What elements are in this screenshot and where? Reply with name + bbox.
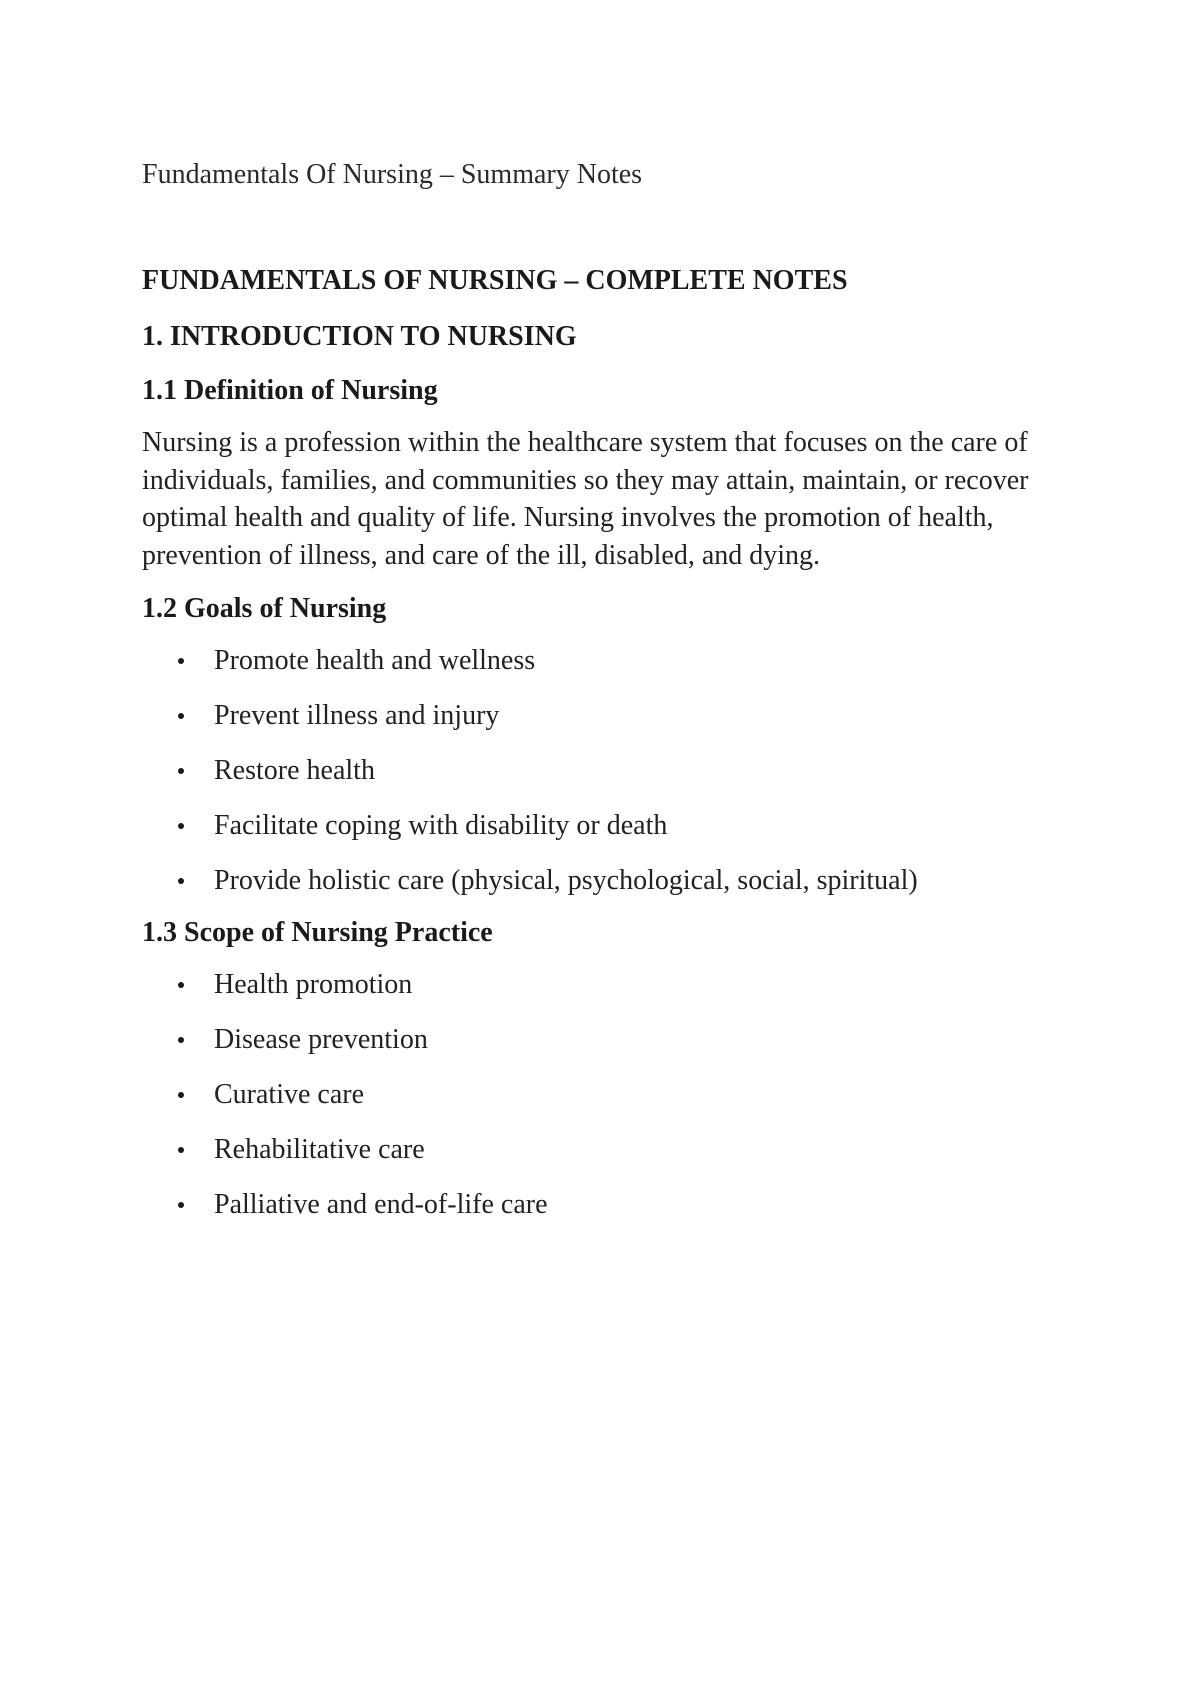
list-item-text: Restore health [214,755,375,786]
definition-paragraph: Nursing is a profession within the healthcare system that focuses on the care of individuals, families, and communities so they may attain, maintain, or recover optimal health and quality of life. Nursing involves the promotion of health, prevention of illness, and care of the ill, disabled, and dying. [142,427,1029,571]
document-header: Fundamentals Of Nursing – Summary Notes [142,159,643,190]
bullet-icon [178,658,184,664]
subsection-heading-definition: 1.1 Definition of Nursing [142,375,438,406]
bullet-icon [178,1037,184,1043]
bullet-icon [178,713,184,719]
list-item-text: Disease prevention [214,1024,428,1055]
bullet-icon [178,1092,184,1098]
list-item [142,752,1042,790]
list-item [142,1186,1042,1224]
list-item [142,1131,1042,1169]
bullet-icon [178,1202,184,1208]
list-item [142,1021,1042,1059]
main-title: FUNDAMENTALS OF NURSING – COMPLETE NOTES [142,265,848,296]
list-item-text: Health promotion [214,969,413,1000]
list-item-text: Facilitate coping with disability or death [214,810,668,841]
list-item [142,697,1042,735]
list-item-text: Curative care [214,1079,365,1110]
bullet-icon [178,1147,184,1153]
section-heading-introduction: 1. INTRODUCTION TO NURSING [142,321,577,352]
list-item-text: Promote health and wellness [214,645,536,676]
list-item-text: Provide holistic care (physical, psychological, social, spiritual) [214,865,918,896]
subsection-heading-goals: 1.2 Goals of Nursing [142,593,387,624]
list-item [142,642,1042,680]
subsection-heading-scope: 1.3 Scope of Nursing Practice [142,917,493,948]
bullet-icon [178,768,184,774]
list-item [142,807,1042,845]
scope-list [142,966,1042,1224]
list-item [142,862,1042,900]
bullet-icon [178,878,184,884]
list-item [142,966,1042,1004]
document-content [142,262,1042,1238]
bullet-icon [178,982,184,988]
list-item-text: Palliative and end-of-life care [214,1189,548,1220]
list-item-text: Prevent illness and injury [214,700,500,731]
goals-list [142,642,1042,900]
bullet-icon [178,823,184,829]
list-item-text: Rehabilitative care [214,1134,425,1165]
list-item [142,1076,1042,1114]
